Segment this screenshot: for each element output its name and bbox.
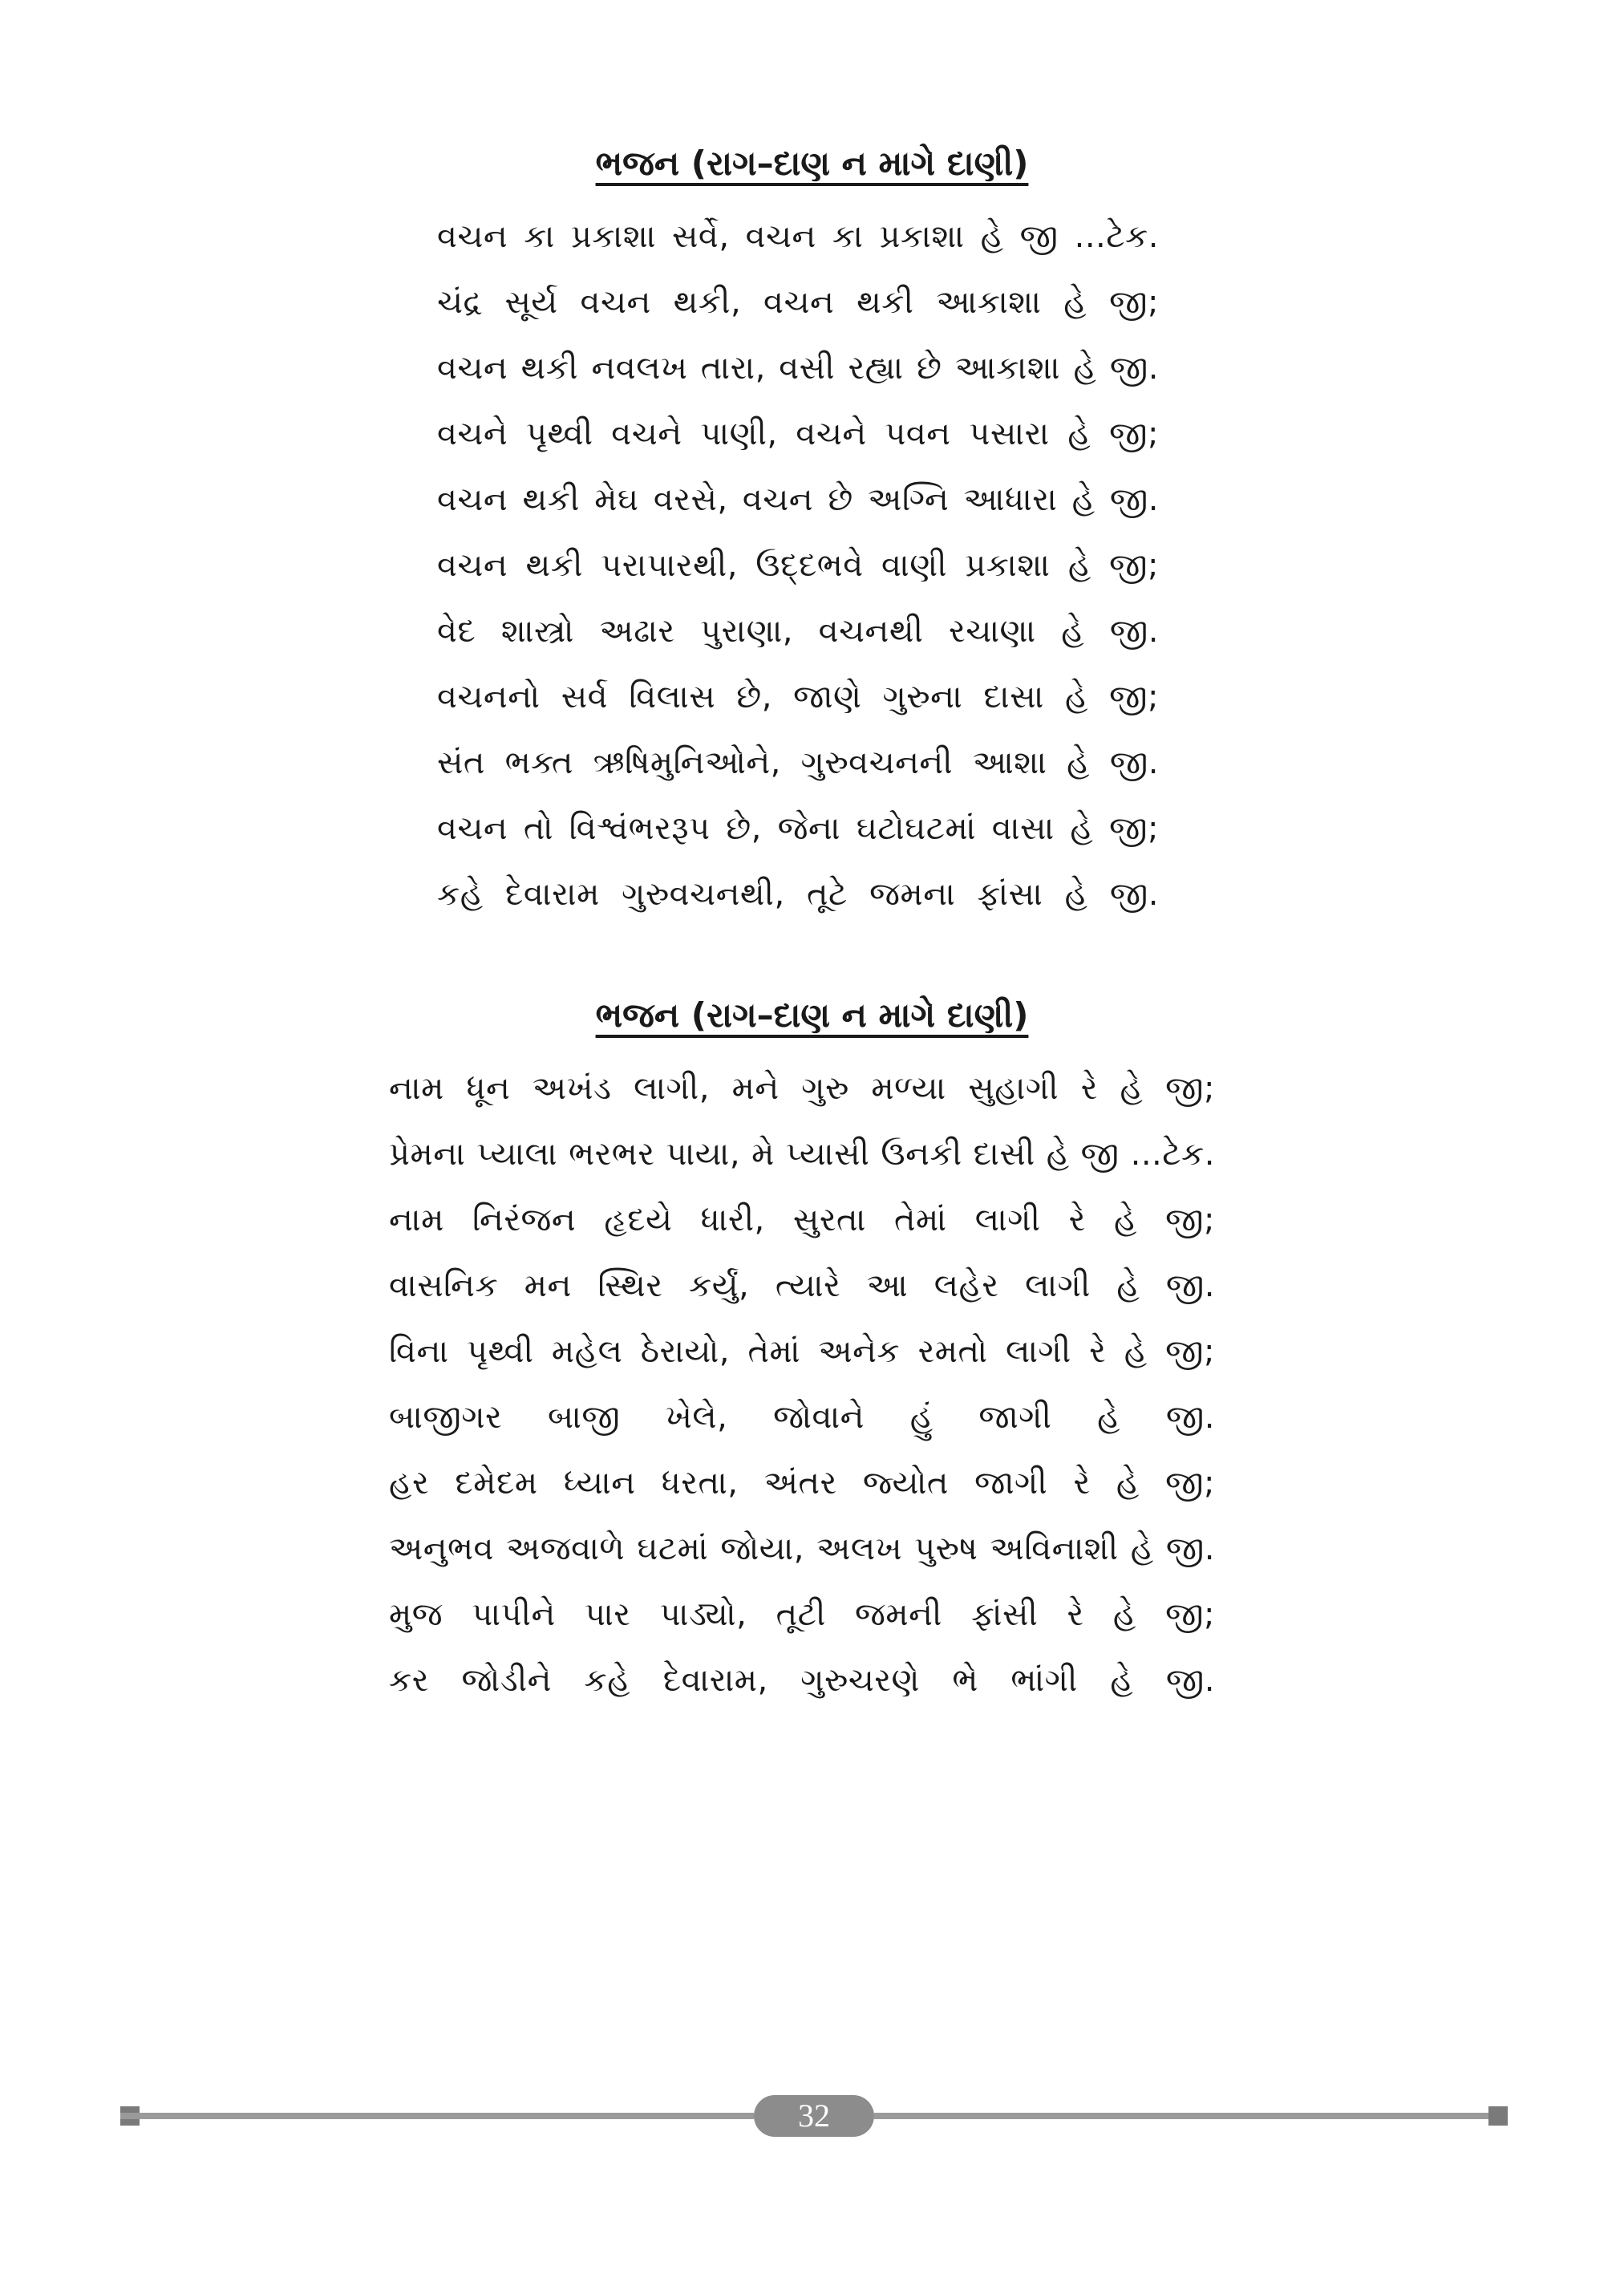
verse-line: વચન તો વિશ્વંભરરૂપ છે, જેના ઘટોઘટમાં વાસા હે જી; <box>437 810 1159 847</box>
verse-line: વચને પૃથ્વી વચને પાણી, વચને પવન પસારા હે જી; <box>437 415 1159 452</box>
verse-line: મુજ પાપીને પાર પાડ્યો, તૂટી જમની ફાંસી રે હે જી; <box>389 1596 1215 1633</box>
verse-line: વચન કા પ્રકાશા સર્વે, વચન કા પ્રકાશા હે જી ...ટેક. <box>437 218 1159 255</box>
bhajan-section-2 <box>0 987 1624 1713</box>
verse-line: વચનનો સર્વ વિલાસ છે, જાણે ગુરુના દાસા હે જી; <box>437 679 1159 715</box>
bhajan-verse <box>437 204 1159 927</box>
verse-line: વચન થકી મેઘ વરસે, વચન છે અગ્નિ આધારા હે જી. <box>437 481 1159 518</box>
verse-line: વેદ શાસ્ત્રો અઢાર પુરાણા, વચનથી રચાણા હે જી. <box>437 613 1159 650</box>
verse-line: વિના પૃથ્વી મહેલ ઠેરાયો, તેમાં અનેક રમતો લાગી રે હે જી; <box>389 1333 1215 1370</box>
verse-line: વચન થકી પરાપારથી, ઉદ્દભવે વાણી પ્રકાશા હે જી; <box>437 547 1159 584</box>
footer-rule-left <box>120 2113 754 2119</box>
footer-rule-right <box>874 2113 1508 2119</box>
page-footer <box>120 2095 1508 2135</box>
verse-line: નામ નિરંજન હૃદયે ધારી, સુરતા તેમાં લાગી રે હે જી; <box>389 1202 1215 1238</box>
bhajan-heading: ભજન (રાગ–દાણ ન માગે દાણી) <box>595 995 1029 1035</box>
verse-line: કર જોડીને કહે દેવારામ, ગુરુચરણે ભે ભાંગી હે જી. <box>389 1662 1215 1699</box>
bhajan-section-1 <box>0 135 1624 927</box>
verse-line: નામ ધૂન અખંડ લાગી, મને ગુરુ મળ્યા સુહાગી રે હે જી; <box>389 1070 1215 1107</box>
bhajan-heading: ભજન (રાગ–દાણ ન માગે દાણી) <box>595 144 1029 183</box>
verse-line: કહે દેવારામ ગુરુવચનથી, તૂટે જમના ફાંસા હે જી. <box>437 876 1159 913</box>
verse-line: વચન થકી નવલખ તારા, વસી રહ્યા છે આકાશા હે જી. <box>437 350 1159 387</box>
verse-line: અનુભવ અજવાળે ઘટમાં જોયા, અલખ પુરુષ અવિનાશી હે જી. <box>389 1530 1215 1567</box>
verse-line: ચંદ્ર સૂર્ય વચન થકી, વચન થકી આકાશા હે જી; <box>437 284 1159 321</box>
verse-line: હર દમેદમ ધ્યાન ધરતા, અંતર જ્યોત જાગી રે હે જી; <box>389 1465 1215 1502</box>
verse-line: બાજીગર બાજી ખેલે, જોવાને હું જાગી હે જી. <box>389 1399 1215 1436</box>
verse-line: વાસનિક મન સ્થિર કર્યું, ત્યારે આ લહેર લાગી હે જી. <box>389 1267 1215 1304</box>
verse-line: સંત ભક્ત ઋષિમુનિઓને, ગુરુવચનની આશા હે જી. <box>437 744 1159 781</box>
bhajan-verse <box>389 1056 1215 1713</box>
footer-rule-cap-right <box>1488 2106 1508 2126</box>
verse-line: પ્રેમના પ્યાલા ભરભર પાયા, મે પ્યાસી ઉનકી દાસી હે જી ...ટેક. <box>389 1136 1215 1173</box>
page-number: 32 <box>754 2095 874 2137</box>
